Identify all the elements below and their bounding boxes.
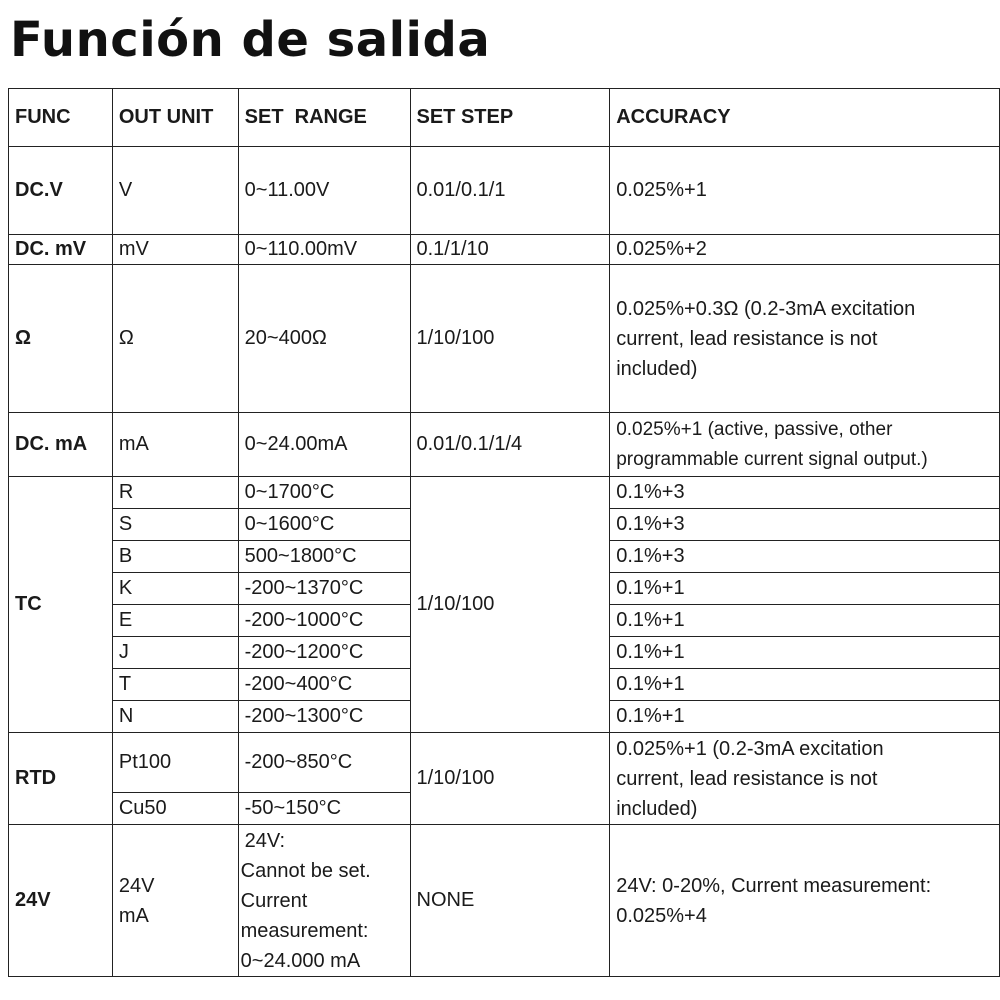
- range-cell: 0~110.00mV: [238, 235, 410, 265]
- accuracy-line: 0.025%+1 (active, passive, other: [616, 418, 893, 440]
- step-cell: 0.1/1/10: [410, 235, 610, 265]
- accuracy-line: included): [616, 797, 698, 820]
- accuracy-cell: [610, 825, 1000, 977]
- func-cell: TC: [9, 477, 113, 733]
- func-cell: 24V: [9, 825, 113, 977]
- table-row-dcmv: [9, 235, 1000, 265]
- header-set-step: SET STEP: [410, 89, 610, 147]
- header-out-unit: OUT UNIT: [112, 89, 238, 147]
- accuracy-line: 0.025%+0.3Ω (0.2-3mA excitation: [616, 297, 916, 320]
- table-header-row: [9, 89, 1000, 147]
- range-cell: -200~400°C: [238, 669, 410, 701]
- accuracy-line: 0.025%+1 (0.2-3mA excitation: [616, 737, 884, 760]
- range-cell: -200~1370°C: [238, 573, 410, 605]
- unit-line: mA: [118, 904, 149, 927]
- unit-cell: E: [112, 605, 238, 637]
- accuracy-line: 0.025%+4: [616, 904, 707, 927]
- range-line: 24V:: [244, 829, 286, 852]
- accuracy-line: current, lead resistance is not: [616, 327, 878, 350]
- table-row-rtd: [9, 733, 1000, 793]
- table-row-ohm: [9, 265, 1000, 413]
- accuracy-line: included): [616, 357, 698, 380]
- unit-cell: K: [112, 573, 238, 605]
- accuracy-cell: 0.1%+3: [610, 477, 1000, 509]
- unit-cell: Pt100: [112, 733, 238, 793]
- accuracy-cell: 0.025%+2: [610, 235, 1000, 265]
- table-row-24v: [9, 825, 1000, 977]
- step-cell: 0.01/0.1/1/4: [410, 413, 610, 477]
- accuracy-cell: 0.1%+3: [610, 509, 1000, 541]
- range-line: Current: [240, 889, 308, 912]
- unit-cell: S: [112, 509, 238, 541]
- step-cell: 1/10/100: [410, 477, 610, 733]
- unit-cell: Ω: [112, 265, 238, 413]
- range-cell: -50~150°C: [238, 793, 410, 825]
- unit-cell: mV: [112, 235, 238, 265]
- func-cell: DC.V: [9, 147, 113, 235]
- func-cell: DC. mV: [9, 235, 113, 265]
- accuracy-line: 24V: 0-20%, Current measurement:: [616, 874, 932, 897]
- accuracy-line: programmable current signal output.): [616, 448, 928, 470]
- accuracy-cell: 0.1%+3: [610, 541, 1000, 573]
- range-cell: 20~400Ω: [238, 265, 410, 413]
- accuracy-cell: 0.1%+1: [610, 637, 1000, 669]
- accuracy-cell: [610, 265, 1000, 413]
- accuracy-cell: 0.1%+1: [610, 669, 1000, 701]
- accuracy-cell: [610, 733, 1000, 825]
- range-line: Cannot be set.: [240, 859, 371, 882]
- accuracy-cell: 0.025%+1: [610, 147, 1000, 235]
- page-title: Función de salida: [10, 12, 491, 68]
- unit-line: 24V: [118, 874, 155, 897]
- range-cell: 0~1600°C: [238, 509, 410, 541]
- func-cell: Ω: [9, 265, 113, 413]
- unit-cell: [112, 825, 238, 977]
- unit-cell: B: [112, 541, 238, 573]
- header-set-range: SET RANGE: [238, 89, 410, 147]
- unit-cell: N: [112, 701, 238, 733]
- range-cell: 0~24.00mA: [238, 413, 410, 477]
- unit-cell: Cu50: [112, 793, 238, 825]
- unit-cell: mA: [112, 413, 238, 477]
- table-row-dcv: [9, 147, 1000, 235]
- range-cell: 0~1700°C: [238, 477, 410, 509]
- step-cell: NONE: [410, 825, 610, 977]
- range-cell: -200~850°C: [238, 733, 410, 793]
- func-cell: DC. mA: [9, 413, 113, 477]
- step-cell: 1/10/100: [410, 265, 610, 413]
- range-cell: -200~1000°C: [238, 605, 410, 637]
- step-cell: 0.01/0.1/1: [410, 147, 610, 235]
- unit-cell: R: [112, 477, 238, 509]
- range-cell: 0~11.00V: [238, 147, 410, 235]
- unit-cell: V: [112, 147, 238, 235]
- table-row-tc: [9, 477, 1000, 509]
- func-cell: RTD: [9, 733, 113, 825]
- header-func: FUNC: [9, 89, 113, 147]
- accuracy-cell: 0.1%+1: [610, 605, 1000, 637]
- range-cell: -200~1200°C: [238, 637, 410, 669]
- header-accuracy: ACCURACY: [610, 89, 1000, 147]
- accuracy-cell: [610, 413, 1000, 477]
- range-line: 0~24.000 mA: [240, 949, 361, 972]
- accuracy-cell: 0.1%+1: [610, 701, 1000, 733]
- unit-cell: T: [112, 669, 238, 701]
- range-line: measurement:: [240, 919, 369, 942]
- accuracy-line: current, lead resistance is not: [616, 767, 878, 790]
- table-row-dcma: [9, 413, 1000, 477]
- accuracy-cell: 0.1%+1: [610, 573, 1000, 605]
- range-cell: 500~1800°C: [238, 541, 410, 573]
- range-cell: -200~1300°C: [238, 701, 410, 733]
- output-function-table: [8, 88, 1000, 977]
- step-cell: 1/10/100: [410, 733, 610, 825]
- unit-cell: J: [112, 637, 238, 669]
- range-cell: [238, 825, 410, 977]
